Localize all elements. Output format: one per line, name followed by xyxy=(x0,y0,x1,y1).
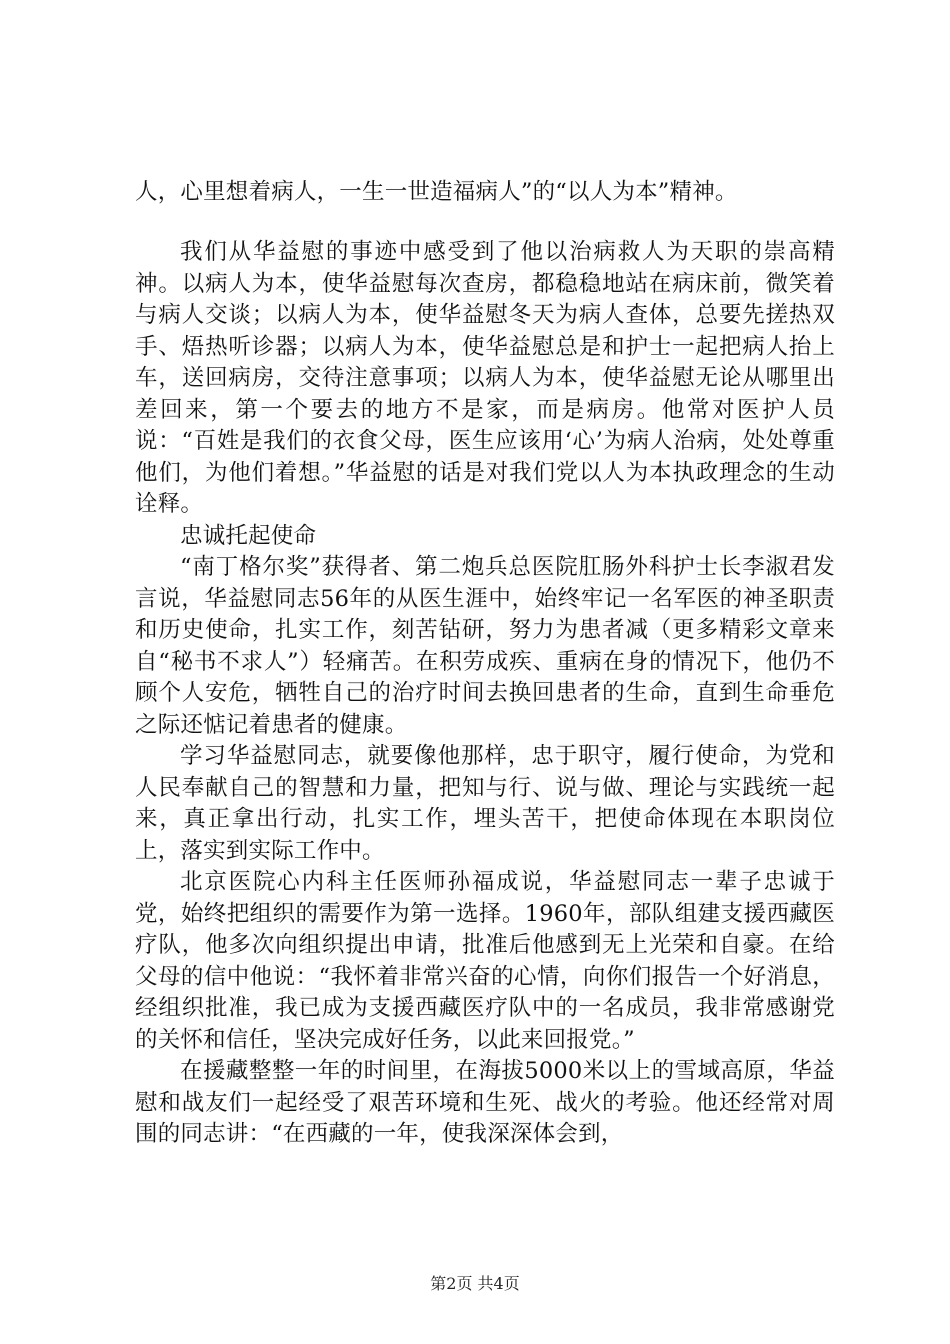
section-heading: 忠诚托起使命 xyxy=(180,522,317,549)
page-footer xyxy=(0,1274,950,1294)
first-line-text: 人，心里想着病人，一生一世造福病人”的“以人为本”精神。 xyxy=(135,179,738,205)
paragraph-learning: 学习华益慰同志，就要像他那样，忠于职守，履行使命，为党和人民奉献自己的智慧和力量，把知与行、说与做、理论与实践统一起来，真正拿出行动，扎实工作，埋头苦干，把使命体现在本职岗位上，落实到实际工作中。 xyxy=(135,743,835,864)
document-body xyxy=(135,237,835,1151)
paragraph-tibet: 在援藏整整一年的时间里，在海拔5000米以上的雪域高原，华益慰和战友们一起经受了艰苦环境和生死、战火的考验。他还经常对周围的同志讲：“在西藏的一年，使我深深体会到， xyxy=(135,1058,835,1147)
continuation-line xyxy=(135,177,835,209)
page-number: 第2页 共4页 xyxy=(430,1274,520,1293)
paragraph-sun-fucheng: 北京医院心内科主任医师孙福成说，华益慰同志一辈子忠诚于党，始终把组织的需要作为第一选择。1960年，部队组建支援西藏医疗队，他多次向组织提出申请，批准后他感到无上光荣和自豪。在给父母的信中他说：“我怀着非常兴奋的心情，向你们报告一个好消息，经组织批准，我已成为支援西藏医疗队中的一名成员，我非常感谢党的关怀和信任，坚决完成好任务，以此来回报党。” xyxy=(135,869,835,1053)
paragraph-lofty-spirit: 我们从华益慰的事迹中感受到了他以治病救人为天职的崇高精神。以病人为本，使华益慰每次查房，都稳稳地站在病床前，微笑着与病人交谈；以病人为本，使华益慰冬天为病人查体，总要先搓热双手、焐热听诊器；以病人为本，使华益慰总是和护士一起把病人抬上车，送回病房，交待注意事项；以病人为本，使华益慰无论从哪里出差回来，第一个要去的地方不是家，而是病房。他常对医护人员说：“百姓是我们的衣食父母，医生应该用‘心’为病人治病，处处尊重他们，为他们着想。”华益慰的话是对我们党以人为本执政理念的生动诠释。 xyxy=(135,239,835,517)
paragraph-li-shujun: “南丁格尔奖”获得者、第二炮兵总医院肛肠外科护士长李淑君发言说，华益慰同志56年的从医生涯中，始终牢记一名军医的神圣职责和历史使命，扎实工作，刻苦钻研，努力为患者减（更多精彩文章来自“秘书不求人”）轻痛苦。在积劳成疾、重病在身的情况下，他仍不顾个人安危，牺牲自己的治疗时间去换回患者的生命，直到生命垂危之际还惦记着患者的健康。 xyxy=(135,554,835,738)
